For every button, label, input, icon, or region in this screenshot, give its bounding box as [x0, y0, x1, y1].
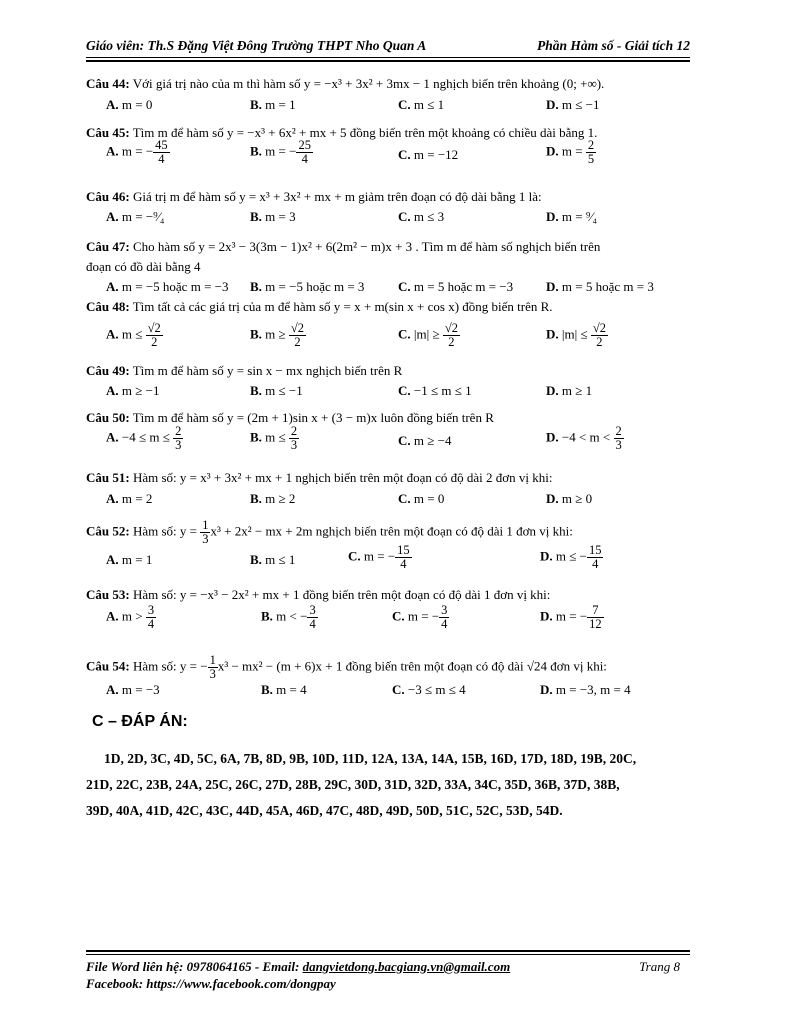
fraction-denominator: 4	[592, 557, 599, 572]
header-section: Phần Hàm số - Giải tích 12	[536, 38, 690, 53]
option-value: m ≥	[265, 326, 289, 342]
option-letter: A.	[106, 429, 119, 445]
answer-section-title: C – ĐÁP ÁN:	[92, 713, 188, 730]
answer-option	[398, 97, 444, 113]
fraction	[395, 544, 412, 571]
fraction-numerator: 2	[587, 138, 595, 152]
option-value: m = −5 hoặc m = −3	[121, 279, 229, 294]
fraction	[289, 425, 299, 452]
fraction-numerator: 3	[147, 603, 155, 617]
answer-option	[250, 209, 296, 225]
option-letter: D.	[540, 548, 553, 564]
fraction-numerator: 1	[202, 518, 209, 532]
option-letter: D.	[546, 326, 559, 342]
answer-option	[250, 97, 296, 113]
footer-facebook[interactable]: Facebook: https://www.facebook.com/dongpay	[86, 976, 336, 991]
question-label: Câu 49:	[86, 363, 130, 378]
question-label: Câu 48:	[86, 299, 130, 314]
answer-option	[250, 425, 299, 452]
option-value: m ≥ 1	[561, 383, 593, 398]
option-value: m ≤ −1	[265, 383, 303, 398]
option-letter: D.	[540, 682, 553, 697]
footer-contact: File Word liên hệ: 0978064165 - Email:	[86, 959, 303, 974]
fraction	[587, 604, 604, 631]
option-letter: B.	[261, 608, 273, 624]
answer-option	[546, 322, 608, 349]
option-value: |m| ≥	[413, 326, 443, 342]
option-value: −4 < m <	[561, 429, 614, 445]
question-label: Câu 51:	[86, 470, 130, 485]
fraction-numerator: 15	[588, 543, 602, 557]
fraction-numerator: 7	[587, 604, 604, 618]
question-stem	[86, 519, 573, 546]
fraction	[587, 544, 604, 571]
question-text: Giá trị m để hàm số y = x³ + 3x² + mx + m giảm trên đoạn có độ dài bằng 1 là:	[132, 189, 542, 204]
option-letter: C.	[398, 147, 411, 162]
answer-option	[546, 491, 592, 507]
fraction-denominator: 3	[290, 438, 298, 453]
fraction-denominator: 5	[587, 152, 595, 167]
answer-option	[106, 279, 228, 295]
question-text: Tìm m để hàm số y = −x³ + 6x² + mx + 5 đồng biến trên một khoảng có chiều dài bằng 1.	[132, 125, 598, 140]
answer-option	[106, 209, 164, 225]
answer-option	[106, 682, 160, 698]
fraction-numerator: √2	[444, 321, 458, 335]
answer-option	[106, 552, 152, 568]
option-letter: B.	[250, 429, 262, 445]
option-value: m < −	[276, 608, 308, 624]
fraction-denominator: 3	[202, 532, 209, 547]
answer-option	[250, 491, 295, 507]
answer-option	[392, 604, 449, 631]
option-value: m ≤ 1	[413, 97, 445, 112]
fraction	[153, 139, 170, 166]
answer-option	[106, 383, 159, 399]
question-stem	[86, 363, 402, 379]
answer-option	[398, 279, 513, 295]
option-letter: B.	[250, 143, 262, 159]
answer-option	[398, 209, 444, 225]
option-letter: D.	[546, 143, 559, 159]
fraction-denominator: 3	[209, 667, 216, 682]
question-text: nghịch biến trên một đoạn có độ dài 1 đơn vị khi:	[315, 523, 573, 539]
option-letter: D.	[546, 491, 559, 506]
page-footer	[86, 958, 690, 992]
option-letter: B.	[250, 552, 262, 567]
page-number: Trang 8	[639, 959, 680, 974]
fraction-numerator: 1	[209, 653, 216, 667]
fraction-numerator: 25	[298, 138, 311, 152]
fraction	[586, 139, 596, 166]
fraction-numerator: √2	[147, 321, 161, 335]
question-text: Tìm m để hàm số y = sin x − mx nghịch biến trên R	[132, 363, 403, 378]
option-letter: C.	[398, 383, 411, 398]
option-letter: B.	[261, 682, 273, 697]
question-label: Câu 50:	[86, 410, 130, 425]
question-text: Tìm m để hàm số y = (2m + 1)sin x + (3 − m)x luôn đồng biến trên R	[132, 410, 494, 425]
answer-row: 39D, 40A, 41D, 42C, 43C, 44D, 45A, 46D, 47C, 48D, 49D, 50D, 51C, 52C, 53D, 54D.	[86, 803, 563, 818]
question-label: Câu 47:	[86, 239, 130, 254]
option-value: −1 ≤ m ≤ 1	[413, 383, 472, 398]
answer-option	[250, 279, 364, 295]
question-stem	[86, 410, 494, 426]
option-value: m = 5 hoặc m = 3	[561, 279, 654, 294]
question-stem	[86, 470, 552, 486]
question-text: Hàm số: y = −x³ − 2x² + mx + 1 đồng biến trên một đoạn có độ dài 1 đơn vị khi:	[132, 587, 551, 602]
fraction-denominator: 2	[151, 335, 158, 350]
option-letter: A.	[106, 279, 119, 294]
option-value: m = 0	[413, 491, 445, 506]
option-letter: A.	[106, 552, 119, 567]
answer-option	[398, 322, 460, 349]
answer-option	[261, 604, 318, 631]
fraction	[614, 425, 624, 452]
option-letter: D.	[546, 209, 559, 224]
question-stem	[86, 654, 607, 681]
fraction-denominator: 4	[441, 617, 448, 632]
option-letter: A.	[106, 97, 119, 112]
question-text: Với giá trị nào của m thì hàm số y = −x³ + 3x² + 3mx − 1 nghịch biến trên khoảng (0; +∞).	[132, 76, 605, 91]
fraction-denominator: 4	[301, 152, 308, 167]
question-stem	[86, 189, 542, 205]
fraction-denominator: 4	[147, 617, 155, 632]
question-stem	[86, 239, 600, 255]
option-letter: C.	[398, 97, 411, 112]
fraction-denominator: 3	[175, 438, 182, 453]
option-value: m = −5 hoặc m = 3	[265, 279, 365, 294]
answer-option	[546, 209, 597, 225]
option-value: −3 ≤ m ≤ 4	[407, 682, 466, 697]
fraction	[307, 604, 317, 631]
option-value: m = 3	[265, 209, 296, 224]
option-value: m = −3, m = 4	[555, 682, 631, 697]
answer-option	[398, 383, 472, 399]
answer-option	[546, 425, 624, 452]
option-value: m =	[561, 143, 586, 159]
answer-option	[106, 491, 152, 507]
option-letter: B.	[250, 209, 262, 224]
question-formula: x³ + 2x² − mx + 2m	[210, 523, 313, 539]
option-value: m = −	[265, 143, 297, 159]
fraction	[200, 519, 210, 546]
option-value: m = −	[363, 548, 396, 564]
fraction	[289, 322, 306, 349]
question-label: Câu 54:	[86, 658, 130, 674]
question-label: Câu 53:	[86, 587, 130, 602]
question-formula: x³ − mx² − (m + 6)x + 1	[217, 658, 343, 674]
fraction	[146, 604, 156, 631]
option-value: m = −12	[413, 147, 459, 162]
option-letter: B.	[250, 97, 262, 112]
fraction-numerator: 3	[309, 603, 316, 617]
answer-option	[546, 139, 596, 166]
footer-email-link[interactable]: dangvietdong.bacgiang.vn@gmail.com	[302, 959, 511, 974]
option-letter: C.	[398, 491, 411, 506]
option-value: m = 1	[265, 97, 296, 112]
answer-option	[540, 604, 604, 631]
fraction	[146, 322, 163, 349]
option-value: m = 5 hoặc m = −3	[413, 279, 514, 294]
answer-option	[250, 139, 313, 166]
option-value: m = 0	[121, 97, 153, 112]
question-stem	[86, 299, 553, 315]
fraction-numerator: √2	[592, 321, 606, 335]
answer-option	[546, 279, 654, 295]
answer-key	[86, 746, 692, 824]
option-value: |m| ≤	[561, 326, 591, 342]
option-letter: A.	[106, 608, 119, 624]
fraction	[173, 425, 183, 452]
fraction-numerator: 45	[155, 138, 168, 152]
fraction-numerator: 2	[175, 424, 182, 438]
fraction	[443, 322, 460, 349]
fraction	[591, 322, 608, 349]
option-value: m ≥ 0	[561, 491, 593, 506]
footer-rule	[86, 954, 690, 955]
answer-option	[250, 552, 295, 568]
header-rule-thick	[86, 60, 690, 62]
fraction	[208, 654, 218, 681]
option-value: m ≤ −	[555, 548, 587, 564]
option-value: m ≥ 2	[265, 491, 296, 506]
question-text: đồng biến trên một đoạn có độ dài √24 đơn vị khi:	[345, 658, 607, 674]
option-letter: B.	[250, 383, 262, 398]
option-letter: C.	[398, 209, 411, 224]
answer-option	[250, 322, 306, 349]
option-value: m ≤ 3	[413, 209, 445, 224]
option-value: m ≤	[121, 326, 146, 342]
question-text: Hàm số: y = x³ + 3x² + mx + 1 nghịch biến trên một đoạn có độ dài 2 đơn vị khi:	[132, 470, 553, 485]
option-letter: D.	[546, 429, 559, 445]
answer-option	[398, 491, 444, 507]
option-letter: C.	[398, 433, 411, 448]
header-rule	[86, 57, 690, 58]
option-value: m = −	[121, 143, 154, 159]
answer-option	[540, 544, 603, 571]
question-label: Câu 45:	[86, 125, 130, 140]
question-label: Câu 52:	[86, 523, 130, 539]
fraction-denominator: 2	[294, 335, 301, 350]
option-letter: A.	[106, 682, 119, 697]
question-label: Câu 44:	[86, 76, 130, 91]
question-stem	[86, 587, 550, 603]
option-value: m = ⁹⁄₄	[561, 209, 598, 224]
option-letter: A.	[106, 143, 119, 159]
fraction-numerator: 2	[615, 424, 622, 438]
fraction-numerator: 15	[397, 543, 410, 557]
fraction	[439, 604, 449, 631]
option-letter: B.	[250, 326, 262, 342]
answer-option	[540, 682, 631, 698]
question-text: Tìm tất cả các giá trị của m để hàm số y = x + m(sin x + cos x) đồng biến trên R.	[132, 299, 553, 314]
answer-option	[106, 604, 156, 631]
option-value: m = 2	[121, 491, 153, 506]
option-letter: C.	[392, 682, 405, 697]
question-stem	[86, 76, 604, 92]
option-letter: C.	[398, 326, 411, 342]
answer-option	[261, 682, 307, 698]
option-letter: B.	[250, 491, 262, 506]
fraction-denominator: 2	[448, 335, 455, 350]
question-label: Câu 46:	[86, 189, 130, 204]
fraction-denominator: 4	[158, 152, 165, 167]
option-value: m ≥ −4	[413, 433, 452, 448]
fraction	[296, 139, 313, 166]
fraction-denominator: 12	[589, 617, 602, 632]
answer-option	[546, 383, 592, 399]
fraction-denominator: 2	[596, 335, 603, 350]
question-text: Cho hàm số y = 2x³ − 3(3m − 1)x² + 6(2m² − m)x + 3 . Tìm m để hàm số nghịch biến trên	[132, 239, 601, 254]
option-letter: C.	[392, 608, 405, 624]
option-value: m = −⁹⁄₄	[121, 209, 165, 224]
fraction-numerator: √2	[290, 321, 305, 335]
option-value: m ≤ −1	[561, 97, 600, 112]
question-formula: Hàm số: y = −	[132, 658, 208, 674]
fraction-denominator: 3	[615, 438, 622, 453]
option-letter: A.	[106, 326, 119, 342]
question-text-continued: đoạn có đồ dài bằng 4	[86, 259, 201, 274]
option-letter: D.	[546, 279, 559, 294]
option-value: m = −	[407, 608, 440, 624]
answer-option	[392, 682, 466, 698]
option-letter: C.	[398, 279, 411, 294]
option-letter: D.	[540, 608, 553, 624]
option-value: −4 ≤ m ≤	[121, 429, 174, 445]
option-letter: B.	[250, 279, 262, 294]
fraction-numerator: 2	[290, 424, 298, 438]
option-letter: A.	[106, 491, 119, 506]
option-letter: C.	[348, 548, 361, 564]
option-value: m >	[121, 608, 146, 624]
option-letter: A.	[106, 383, 119, 398]
option-value: m = 1	[121, 552, 153, 567]
answer-option	[250, 383, 303, 399]
answer-option	[106, 139, 170, 166]
answer-option	[398, 147, 458, 163]
answer-option	[106, 425, 183, 452]
answer-option	[398, 433, 451, 449]
option-letter: A.	[106, 209, 119, 224]
fraction-numerator: 3	[441, 603, 448, 617]
answer-option	[106, 97, 152, 113]
option-value: m ≤ 1	[265, 552, 296, 567]
option-letter: D.	[546, 383, 559, 398]
header-teacher: Giáo viên: Th.S Đặng Việt Đông Trường THPT Nho Quan A	[86, 38, 427, 53]
fraction-denominator: 4	[400, 557, 407, 572]
answer-option	[106, 322, 163, 349]
option-value: m = 4	[276, 682, 307, 697]
answer-row: 21D, 22C, 23B, 24A, 25C, 26C, 27D, 28B, 29C, 30D, 31D, 32D, 33A, 34C, 35D, 36B, 37D, 38B,	[86, 777, 620, 792]
footer-rule-thick	[86, 950, 690, 952]
option-value: m = −3	[121, 682, 160, 697]
answer-option	[546, 97, 599, 113]
option-value: m = −	[555, 608, 588, 624]
option-letter: D.	[546, 97, 559, 112]
question-formula: Hàm số: y =	[132, 523, 201, 539]
fraction-denominator: 4	[309, 617, 316, 632]
answer-row: 1D, 2D, 3C, 4D, 5C, 6A, 7B, 8D, 9B, 10D, 11D, 12A, 13A, 14A, 15B, 16D, 17D, 18D, 19B, 20C,	[104, 751, 637, 766]
answer-option	[348, 544, 412, 571]
option-value: m ≤	[265, 429, 289, 445]
option-value: m ≥ −1	[121, 383, 160, 398]
